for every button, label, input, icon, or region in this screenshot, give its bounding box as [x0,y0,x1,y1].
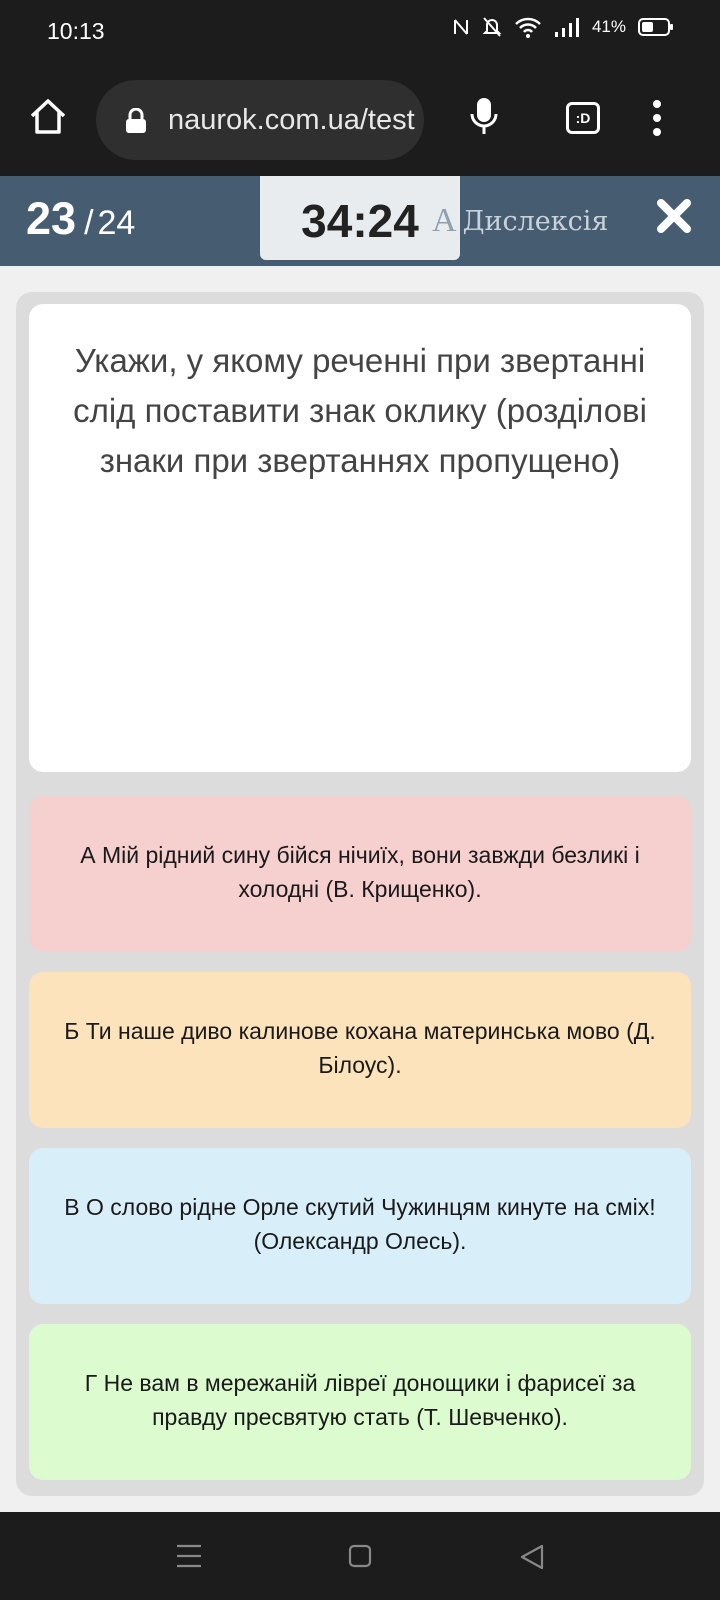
recent-apps-icon[interactable] [176,1544,202,1573]
answer-option-c[interactable]: В О слово рідне Орле скутий Чужинцям кинуте на сміх! (Олександр Олесь). [29,1148,691,1304]
status-icons [452,16,674,38]
test-header [0,176,720,266]
tabs-button[interactable]: :D [566,102,600,134]
timer: 34:24 [260,176,460,260]
system-nav-bar [0,1512,720,1600]
home-icon[interactable] [27,96,69,138]
question-panel [16,292,704,1496]
nav-back-icon[interactable] [520,1544,544,1575]
signal-icon [554,16,580,38]
status-bar [0,0,720,64]
address-bar[interactable] [96,80,424,160]
question-progress [26,193,135,245]
progress-current: 23 [26,193,77,244]
progress-separator: / [84,204,94,242]
more-vert-icon[interactable] [652,100,662,141]
nav-home-icon[interactable] [348,1544,372,1573]
answer-option-a[interactable]: А Мій рідний сину бійся нічиїх, вони завжди безликі і холодні (В. Крищенко). [29,796,691,952]
dyslexia-label: Дислексія [462,205,609,237]
browser-toolbar [0,64,720,176]
nfc-icon [452,17,470,37]
answer-option-d[interactable]: Г Не вам в мережаній лівреї донощики і фарисеї за правду пресвятую стать (Т. Шевченко). [29,1324,691,1480]
progress-total: 24 [97,204,136,242]
dyslexia-font-icon: A [432,202,457,239]
lock-icon [124,108,148,139]
battery-percent: 41% [591,17,626,36]
wifi-icon [514,16,542,38]
answer-option-b[interactable]: Б Ти наше диво калинове кохана материнська мово (Д. Білоус). [29,972,691,1128]
battery-icon [638,17,674,37]
question-card [29,304,691,772]
close-icon[interactable] [656,198,692,239]
dyslexia-toggle[interactable] [432,202,608,240]
mic-icon[interactable] [470,96,498,143]
status-time: 10:13 [47,18,105,44]
url-text: naurok.com.ua/test [168,104,415,136]
question-text: Укажи, у якому реченні при звертанні слід поставити знак оклику (розділові знаки при звертаннях пропущено) [73,342,647,479]
bell-muted-icon [482,16,502,38]
